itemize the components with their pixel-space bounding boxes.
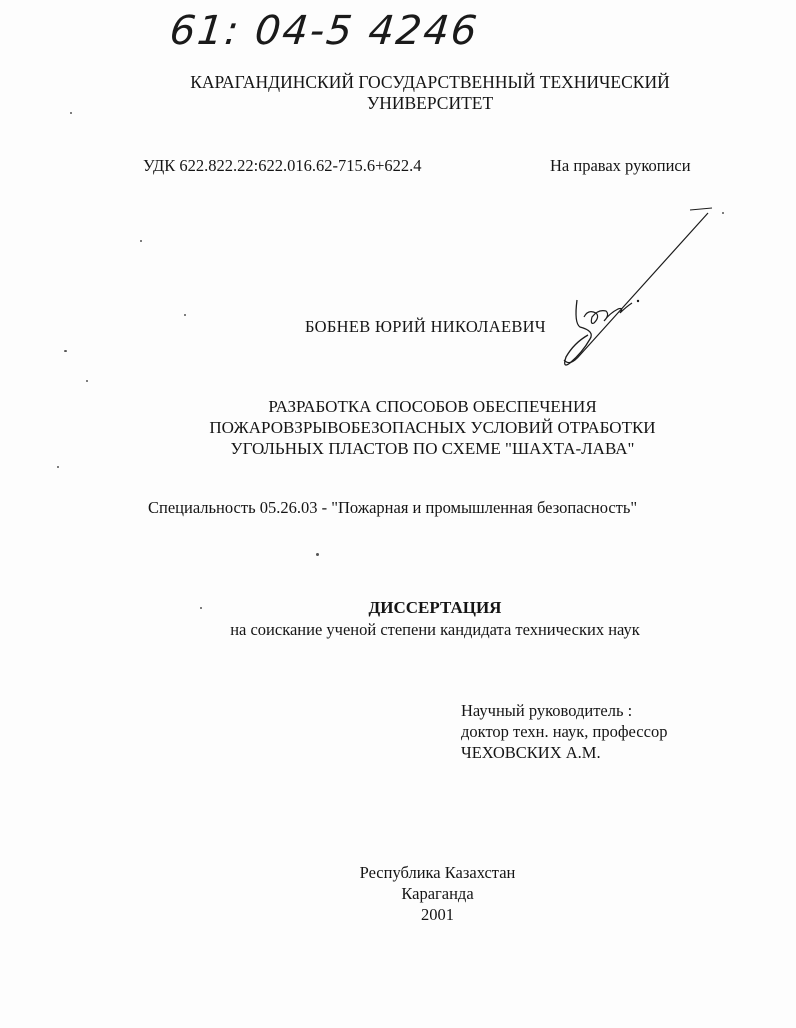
degree-line: на соискание ученой степени кандидата технических наук xyxy=(230,620,640,639)
thesis-title-line-1: РАЗРАБОТКА СПОСОБОВ ОБЕСПЕЧЕНИЯ xyxy=(268,397,597,416)
author-name: БОБНЕВ ЮРИЙ НИКОЛАЕВИЧ xyxy=(305,317,546,336)
supervisor-label: Научный руководитель : xyxy=(461,701,633,720)
supervisor-block xyxy=(461,700,667,763)
country: Республика Казахстан xyxy=(359,863,516,882)
scan-speck xyxy=(316,553,319,556)
supervisor-name: ЧЕХОВСКИХ А.М. xyxy=(461,743,601,762)
scan-speck xyxy=(184,314,186,316)
thesis-title xyxy=(130,396,735,459)
thesis-title-line-2: ПОЖАРОВЗРЫВОБЕЗОПАСНЫХ УСЛОВИЙ ОТРАБОТКИ xyxy=(209,418,656,437)
document-type: ДИССЕРТАЦИЯ xyxy=(368,598,502,617)
archive-code-handwritten: 61: 04-5 4246 xyxy=(167,8,481,54)
institution-line-2: УНИВЕРСИТЕТ xyxy=(366,93,494,113)
scan-speck xyxy=(140,240,142,242)
scan-speck xyxy=(64,350,67,352)
supervisor-title: доктор техн. наук, профессор xyxy=(461,722,668,741)
scan-speck xyxy=(86,380,88,382)
scan-speck xyxy=(200,607,202,609)
institution-line-1: КАРАГАНДИНСКИЙ ГОСУДАРСТВЕННЫЙ ТЕХНИЧЕСКИЙ xyxy=(190,72,670,92)
institution-name xyxy=(120,72,740,114)
manuscript-rights: На правах рукописи xyxy=(550,156,691,175)
city: Караганда xyxy=(401,884,474,903)
scan-speck xyxy=(70,112,72,114)
scan-speck xyxy=(57,466,59,468)
year: 2001 xyxy=(421,905,454,924)
specialty-line: Специальность 05.26.03 - "Пожарная и промышленная безопасность" xyxy=(148,498,638,517)
place-and-year xyxy=(300,862,575,925)
udk-code: УДК 622.822.22:622.016.62-715.6+622.4 xyxy=(143,156,422,175)
author-signature xyxy=(540,205,730,380)
thesis-title-line-3: УГОЛЬНЫХ ПЛАСТОВ ПО СХЕМЕ "ШАХТА-ЛАВА" xyxy=(230,439,635,458)
scan-speck xyxy=(722,212,724,214)
